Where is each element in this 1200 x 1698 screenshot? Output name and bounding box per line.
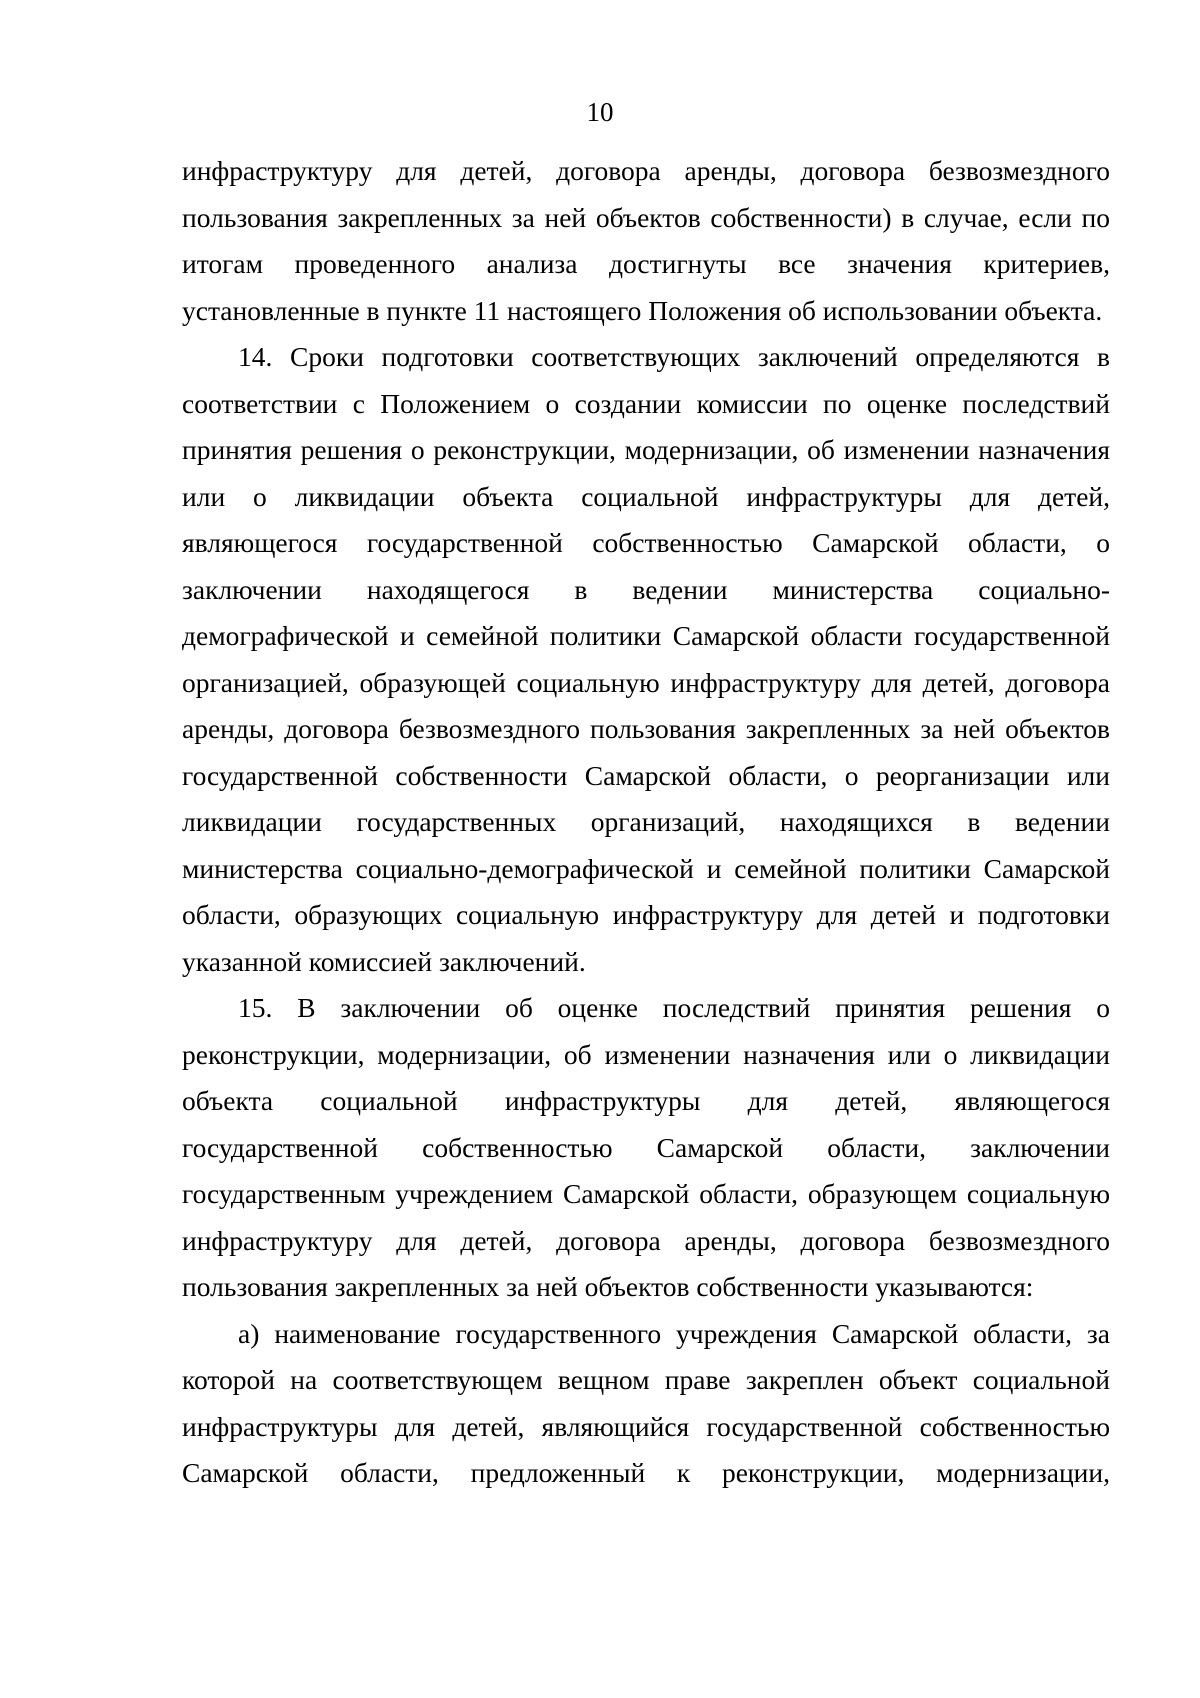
paragraph-item-15: 15. В заключении об оценке последствий принятия решения о реконструкции, модернизации, об изменении назначения или о ликвидации объекта социальной инфраструктуры для детей, являющегося государственной собственностью Самарской области, заключении государственным учреждением Самарской области, образующем социальную инфраструктуру для детей, договора аренды, договора безвозмездного пользования закрепленных за ней объектов собственности указываются:	[182, 992, 1110, 1302]
paragraph-continuation: инфраструктуру для детей, договора аренды, договора безвозмездного пользования закрепленных за ней объектов собственности) в случае, если по итогам проведенного анализа достигнуты все значения критериев, установленные в пункте 11 настоящего Положения об использовании объекта.	[182, 155, 1110, 326]
paragraph-subitem-a: а) наименование государственного учреждения Самарской области, за которой на соответствующем вещном праве закреплен объект социальной инфраструктуры для детей, являющийся государственной собственностью Самарской области, предложенный к реконструкции, модернизации,	[182, 1317, 1110, 1488]
page-number: 10	[586, 97, 614, 127]
paragraph-item-14: 14. Сроки подготовки соответствующих заключений определяются в соответствии с Положением о создании комиссии по оценке последствий принятия решения о реконструкции, модернизации, об изменении назначения или о ликвидации объекта социальной инфраструктуры для детей, являющегося государственной собственностью Самарской области, о заключении находящегося в ведении министерства социально-демографической и семейной политики Самарской области государственной организацией, образующей социальную инфраструктуру для детей, договора аренды, договора безвозмездного пользования закрепленных за ней объектов государственной собственности Самарской области, о реорганизации или ликвидации государственных организаций, находящихся в ведении министерства социально-демографической и семейной политики Самарской области, образующих социальную инфраструктуру для детей и подготовки указанной комиссией заключений.	[182, 341, 1110, 977]
document-body	[182, 148, 1110, 1497]
